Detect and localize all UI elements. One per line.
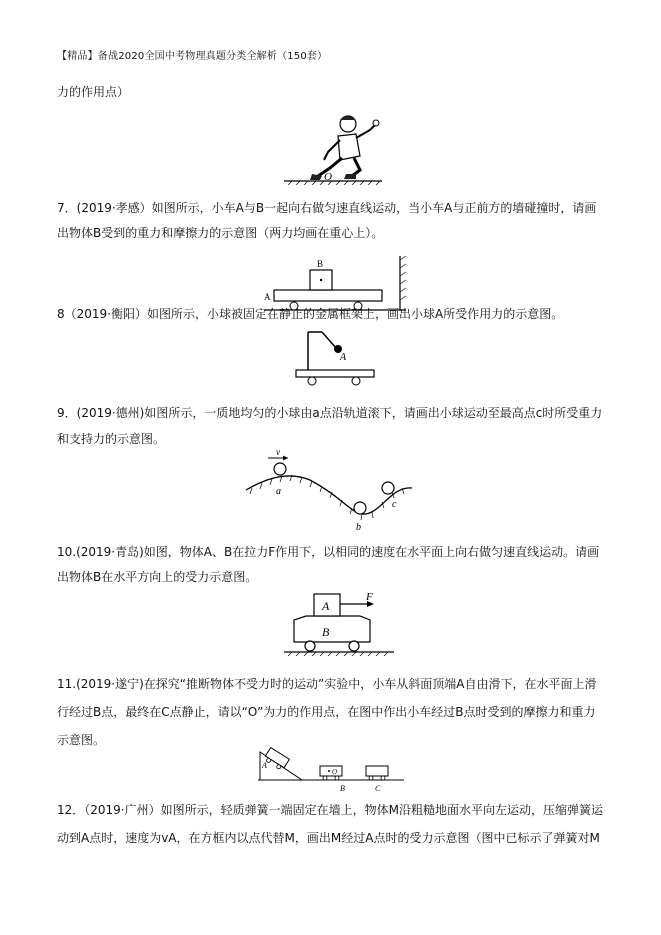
label-A: A	[262, 761, 267, 770]
label-A: A	[322, 599, 330, 613]
label-a: a	[276, 486, 281, 497]
label-O: O	[332, 768, 338, 776]
question-11: 11.(2019·遂宁)在探究“推断物体不受力时的运动”实验中，小车从斜面顶端A自由滑下，在水平面上滑行经过B点，最终在C点静止，请以“O”为力的作用点，在图中作出小车经过B点时受到的摩擦力和重力示意图。	[57, 677, 597, 747]
label-B: B	[317, 259, 324, 269]
label-O: O	[324, 171, 332, 183]
question-8: 8（2019·衡阳）如图所示，小球被固定在静止的金属框架上，画出小球A所受作用力的示意图。	[57, 307, 564, 321]
figure-wavy-track	[240, 446, 420, 530]
label-b: b	[356, 522, 361, 530]
question-9: 9．(2019·德州)如图所示，一质地均匀的小球由a点沿轨道滚下，请画出小球运动至最高点c时所受重力和支持力的示意图。	[57, 406, 603, 446]
question-10: 10.(2019·青岛)如图，物体A、B在拉力F作用下，以相同的速度在水平面上向右做匀速直线运动。请画出物体B在水平方向上的受力示意图。	[57, 545, 600, 584]
figure-cart-force	[280, 586, 400, 662]
page-header: 【精品】备战2020全国中考物理真题分类全解析（150套）	[57, 51, 328, 62]
continuation-text: 力的作用点）	[57, 85, 130, 99]
label-B: B	[322, 625, 330, 639]
figure-running-boy	[280, 110, 390, 188]
label-A: A	[340, 352, 347, 363]
figure-ramp-cars	[254, 744, 414, 796]
label-F: F	[366, 591, 373, 603]
label-C: C	[375, 784, 381, 793]
label-B: B	[340, 784, 345, 793]
label-v: v	[276, 447, 280, 457]
figure-frame-ball	[292, 328, 380, 390]
question-12: 12．（2019·广州）如图所示，轻质弹簧一端固定在墙上，物体M沿粗糙地面水平向左运动，压缩弹簧运动到A点时，速度为vA，在方框内以点代替M，画出M经过A点时的受力示意图（图中已标示了弹簧对M	[57, 803, 603, 845]
label-c: c	[392, 499, 397, 510]
label-A: A	[264, 292, 271, 302]
question-7: 7．(2019·孝感）如图所示，小车A与B一起向右做匀速直线运动，当小车A与正前方的墙碰撞时，请画出物体B受到的重力和摩擦力的示意图（两力均画在重心上）。	[57, 201, 597, 240]
